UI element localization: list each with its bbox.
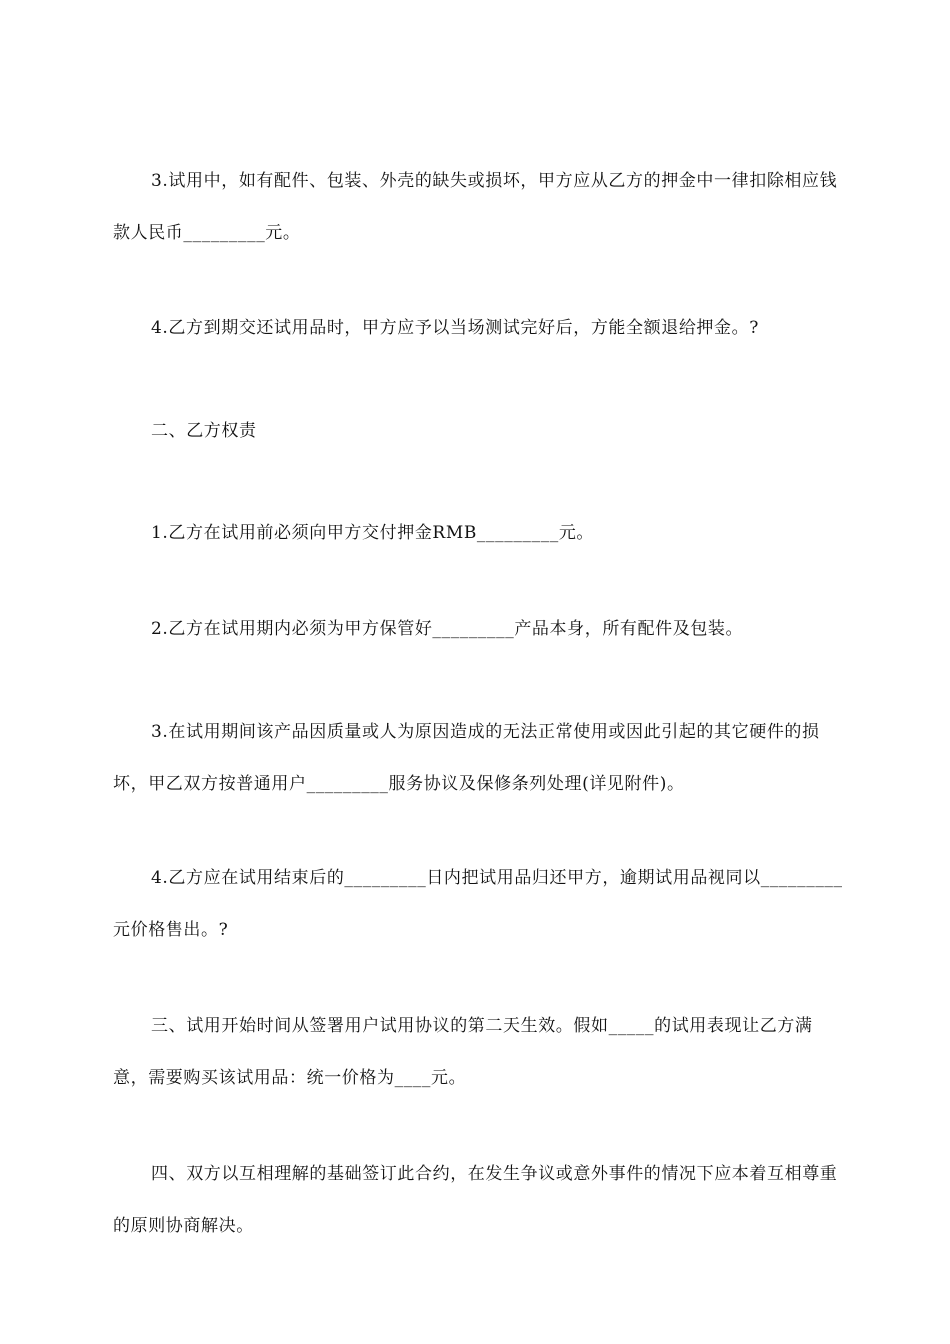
section-three-trial-start: 三、试用开始时间从签署用户试用协议的第二天生效。假如_____的试用表现让乙方满意，需要购买该试用品：统一价格为____元。 xyxy=(113,1016,813,1088)
clause-a-4-deposit-refund: 4.乙方到期交还试用品时，甲方应予以当场测试完好后，方能全额退给押金。? xyxy=(151,318,759,338)
clause-b-4-return-deadline: 4.乙方应在试用结束后的_________日内把试用品归还甲方，逾期试用品视同以_________元价格售出。? xyxy=(113,868,843,940)
clause-a-3-deposit-deduction: 3.试用中，如有配件、包装、外壳的缺失或损坏，甲方应从乙方的押金中一律扣除相应钱款人民币_________元。 xyxy=(113,171,838,243)
clause-b-2-safekeeping: 2.乙方在试用期内必须为甲方保管好_________产品本身，所有配件及包装。 xyxy=(151,619,744,639)
section-four-dispute-resolution: 四、双方以互相理解的基础签订此合约，在发生争议或意外事件的情况下应本着互相尊重的原则协商解决。 xyxy=(113,1164,838,1236)
section-heading-party-b-duties: 二、乙方权责 xyxy=(151,421,257,441)
clause-b-1-deposit-payment: 1.乙方在试用前必须向甲方交付押金RMB_________元。 xyxy=(151,523,595,543)
clause-b-3-damage-handling: 3.在试用期间该产品因质量或人为原因造成的无法正常使用或因此引起的其它硬件的损坏，甲乙双方按普通用户_________服务协议及保修条列处理(详见附件)。 xyxy=(113,722,820,794)
